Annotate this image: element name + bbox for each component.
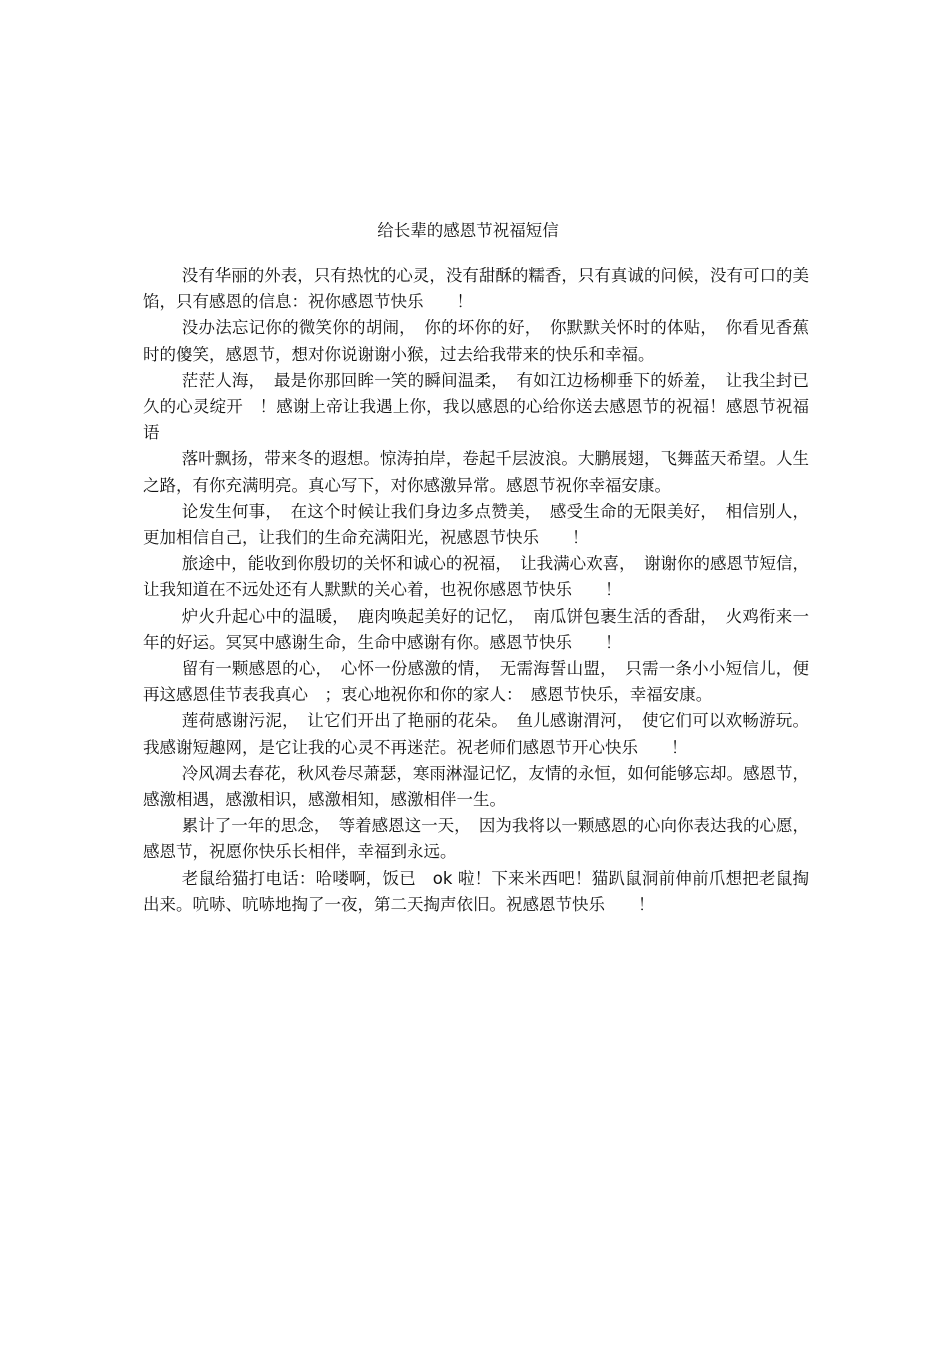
document-body [143,263,809,918]
paragraph: 旅途中，能收到你殷切的关怀和诚心的祝福， 让我满心欢喜， 谢谢你的感恩节短信，让我知道在不远处还有人默默的关心着，也祝你感恩节快乐 ！ [143,554,809,600]
paragraph: 论发生何事， 在这个时候让我们身边多点赞美， 感受生命的无限美好， 相信别人，更加相信自己，让我们的生命充满阳光，祝感恩节快乐 ！ [143,501,809,548]
paragraph: 茫茫人海， 最是你那回眸一笑的瞬间温柔， 有如江边杨柳垂下的娇羞， 让我尘封已久的心灵绽开 ！感谢上帝让我遇上你，我以感恩的心给你送去感恩节的祝福！感恩节祝福语 [143,370,809,443]
paragraph: 炉火升起心中的温暖， 鹿肉唤起美好的记忆， 南瓜饼包裹生活的香甜， 火鸡衔来一年的好运。冥冥中感谢生命，生命中感谢有你。感恩节快乐 ！ [143,606,809,652]
paragraph: 莲荷感谢污泥， 让它们开出了艳丽的花朵。 鱼儿感谢渭河， 使它们可以欢畅游玩。我感谢短趣网，是它让我的心灵不再迷茫。祝老师们感恩节开心快乐 ！ [143,711,809,757]
paragraph: 留有一颗感恩的心， 心怀一份感激的情， 无需海誓山盟， 只需一条小小短信儿，便再这感恩佳节表我真心 ；衷心地祝你和你的家人： 感恩节快乐，幸福安康。 [143,659,809,705]
paragraph: 冷风凋去春花，秋风卷尽萧瑟，寒雨淋湿记忆，友情的永恒，如何能够忘却。感恩节，感激相遇，感激相识，感激相知，感激相伴一生。 [143,763,809,810]
paragraph: 没办法忘记你的微笑你的胡闹， 你的坏你的好， 你默默关怀时的体贴， 你看见香蕉时的傻笑，感恩节，想对你说谢谢小猴，过去给我带来的快乐和幸福。 [143,318,809,364]
paragraph: 累计了一年的思念， 等着感恩这一天， 因为我将以一颗感恩的心向你表达我的心愿，感恩节，祝愿你快乐长相伴，幸福到永远。 [143,816,809,862]
paragraph: 落叶飘扬，带来冬的遐想。惊涛拍岸，卷起千层波浪。大鹏展翅，飞舞蓝天希望。人生之路，有你充满明亮。真心写下，对你感激异常。感恩节祝你幸福安康。 [143,449,809,495]
paragraph: 老鼠给猫打电话：哈喽啊，饭已 ok 啦！下来米西吧！猫趴鼠洞前伸前爪想把老鼠掏出来。吭哧、吭哧地掏了一夜，第二天掏声依旧。祝感恩节快乐 ！ [143,868,809,914]
document-title: 给长辈的感恩节祝福短信 [377,221,559,240]
paragraph: 没有华丽的外表，只有热忱的心灵，没有甜酥的糯香，只有真诚的问候，没有可口的美馅，只有感恩的信息：祝你感恩节快乐 ！ [143,266,809,312]
